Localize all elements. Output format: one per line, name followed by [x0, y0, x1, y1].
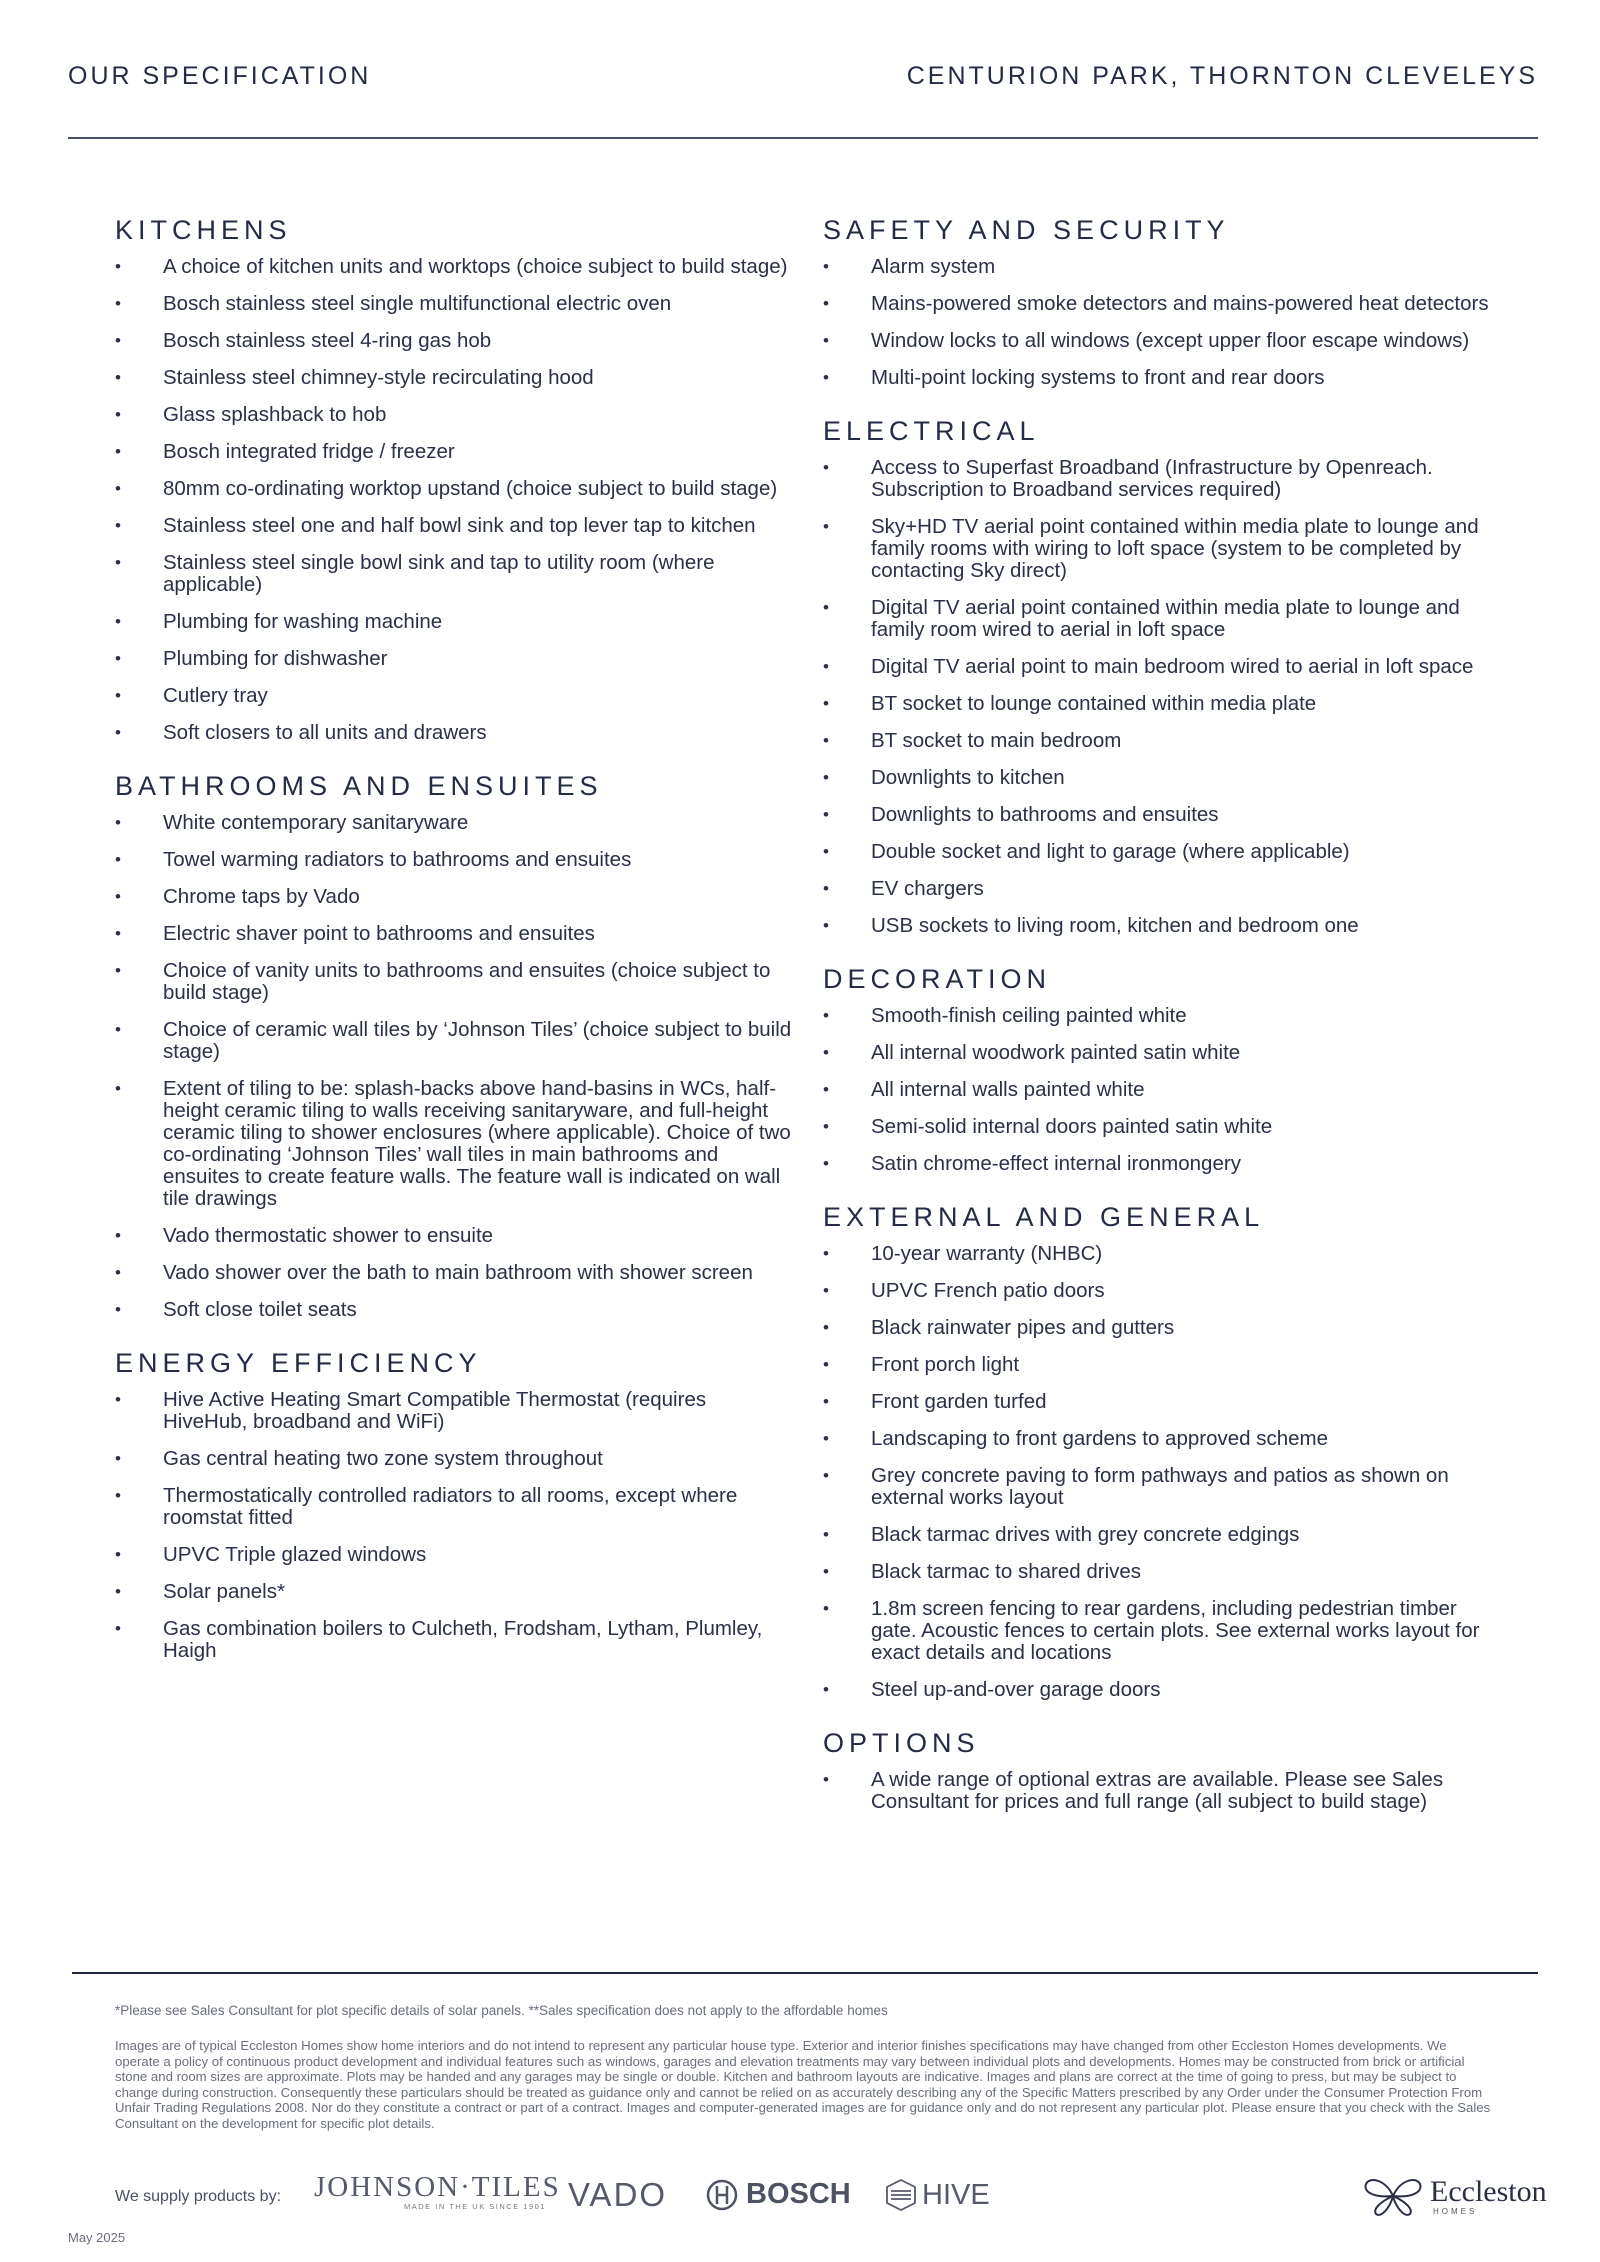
spec-item: • Soft close toilet seats	[115, 1299, 795, 1321]
spec-section	[115, 1348, 795, 1662]
spec-item: • Window locks to all windows (except upper floor escape windows)	[823, 330, 1503, 352]
spec-item: • EV chargers	[823, 878, 1503, 900]
butterfly-icon	[1362, 2174, 1424, 2218]
spec-item: • Semi-solid internal doors painted satin white	[823, 1116, 1503, 1138]
vado-wordmark: VADO	[568, 2176, 668, 2213]
bosch-logo	[706, 2178, 851, 2211]
spec-item: • Steel up-and-over garage doors	[823, 1679, 1503, 1701]
spec-item: • Gas central heating two zone system throughout	[115, 1448, 795, 1470]
spec-item: • BT socket to main bedroom	[823, 730, 1503, 752]
spec-item: • Downlights to kitchen	[823, 767, 1503, 789]
spec-item: • Stainless steel one and half bowl sink and top lever tap to kitchen	[115, 515, 795, 537]
spec-item: • Solar panels*	[115, 1581, 795, 1603]
spec-item: • Soft closers to all units and drawers	[115, 722, 795, 744]
spec-item: • 1.8m screen fencing to rear gardens, including pedestrian timber gate. Acoustic fences to certain plots. See external works layout for exact details and locations	[823, 1598, 1503, 1664]
spec-item: • Downlights to bathrooms and ensuites	[823, 804, 1503, 826]
eccleston-wordmark: Eccleston	[1430, 2174, 1547, 2208]
spec-item: • Mains-powered smoke detectors and mains-powered heat detectors	[823, 293, 1503, 315]
hive-hexagon-icon	[884, 2178, 918, 2212]
spec-section	[115, 215, 795, 744]
spec-item: • 10-year warranty (NHBC)	[823, 1243, 1503, 1265]
footer-divider	[72, 1972, 1538, 1974]
section-heading: EXTERNAL AND GENERAL	[823, 1202, 1265, 1232]
spec-section	[823, 1202, 1503, 1701]
section-heading: DECORATION	[823, 964, 1052, 994]
spec-item: • Choice of ceramic wall tiles by ‘Johnson Tiles’ (choice subject to build stage)	[115, 1019, 795, 1063]
spec-item: • Gas combination boilers to Culcheth, Frodsham, Lytham, Plumley, Haigh	[115, 1618, 795, 1662]
spec-item: • Thermostatically controlled radiators to all rooms, except where roomstat fitted	[115, 1485, 795, 1529]
spec-item: • UPVC Triple glazed windows	[115, 1544, 795, 1566]
spec-item: • Smooth-finish ceiling painted white	[823, 1005, 1503, 1027]
spec-item: • Cutlery tray	[115, 685, 795, 707]
disclaimer: Images are of typical Eccleston Homes show home interiors and do not intend to represent any particular house type. Exterior and interior finishes specifications may have changed from other Eccleston Homes developments. We operate a policy of continuous product development and individual features such as windows, garages and elevation treatments may vary between individual plots and developments. Homes may be constructed from brick or artificial stone and room sizes are approximate. Plots may be handed and any garages may be single or double. Kitchen and bathroom layouts are indicative. Images and plans are correct at the time of going to press, but may be subject to change during construction. Consequently these particulars should be treated as guidance only and cannot be relied on as accurately describing any of the Specific Matters prescribed by any Order under the Consumer Protection From Unfair Trading Regulations 2008. Nor do they constitute a contract or part of a contract. Images and computer-generated images are for guidance only and do not represent any particular plot. Please ensure that you check with the Sales Consultant on the development for specific plot details.	[115, 2038, 1491, 2131]
section-heading: OPTIONS	[823, 1728, 980, 1758]
section-heading: ENERGY EFFICIENCY	[115, 1348, 482, 1378]
spec-section	[823, 416, 1503, 937]
header-divider	[68, 137, 1538, 139]
hive-wordmark: HIVE	[922, 2178, 990, 2211]
eccleston-homes-label: HOMES	[1433, 2206, 1478, 2216]
spec-item: • A wide range of optional extras are available. Please see Sales Consultant for prices and full range (all subject to build stage)	[823, 1769, 1503, 1813]
spec-item: • Front porch light	[823, 1354, 1503, 1376]
spec-item: • All internal woodwork painted satin white	[823, 1042, 1503, 1064]
section-heading: ELECTRICAL	[823, 416, 1040, 446]
spec-item: • Access to Superfast Broadband (Infrastructure by Openreach. Subscription to Broadband services required)	[823, 457, 1503, 501]
spec-item: • Hive Active Heating Smart Compatible Thermostat (requires HiveHub, broadband and WiFi)	[115, 1389, 795, 1433]
spec-item: • UPVC French patio doors	[823, 1280, 1503, 1302]
spec-item: • Extent of tiling to be: splash-backs above hand-basins in WCs, half-height ceramic tiling to walls receiving sanitaryware, and full-height ceramic tiling to shower enclosures (where applicable). Choice of two co-ordinating ‘Johnson Tiles’ wall tiles in main bathrooms and ensuites to create feature walls. The feature wall is indicated on wall tile drawings	[115, 1078, 795, 1210]
spec-section	[823, 964, 1503, 1175]
bosch-wordmark: BOSCH	[746, 2178, 851, 2210]
page-header	[68, 62, 1538, 96]
right-column	[823, 215, 1503, 1840]
spec-item: • Double socket and light to garage (where applicable)	[823, 841, 1503, 863]
spec-item: • Bosch integrated fridge / freezer	[115, 441, 795, 463]
spec-item: • Grey concrete paving to form pathways and patios as shown on external works layout	[823, 1465, 1503, 1509]
spec-item: • All internal walls painted white	[823, 1079, 1503, 1101]
spec-item: • Digital TV aerial point contained within media plate to lounge and family room wired to aerial in loft space	[823, 597, 1503, 641]
supply-label: We supply products by:	[115, 2188, 282, 2205]
spec-item: • Vado thermostatic shower to ensuite	[115, 1225, 795, 1247]
spec-item: • Stainless steel single bowl sink and tap to utility room (where applicable)	[115, 552, 795, 596]
spec-item: • Front garden turfed	[823, 1391, 1503, 1413]
spec-list	[115, 812, 795, 1321]
section-heading: KITCHENS	[115, 215, 292, 245]
spec-list	[823, 1243, 1503, 1701]
spec-section	[823, 215, 1503, 389]
johnson-tiles-logo	[314, 2172, 561, 2211]
spec-item: • Black rainwater pipes and gutters	[823, 1317, 1503, 1339]
spec-list	[115, 1389, 795, 1662]
spec-item: • Alarm system	[823, 256, 1503, 278]
spec-item: • Black tarmac to shared drives	[823, 1561, 1503, 1583]
spec-item: • Bosch stainless steel 4-ring gas hob	[115, 330, 795, 352]
spec-item: • Multi-point locking systems to front and rear doors	[823, 367, 1503, 389]
spec-item: • Electric shaver point to bathrooms and ensuites	[115, 923, 795, 945]
spec-section	[823, 1728, 1503, 1813]
footnote: *Please see Sales Consultant for plot specific details of solar panels. **Sales specification does not apply to the affordable homes	[115, 2003, 888, 2018]
spec-list	[823, 1769, 1503, 1813]
spec-item: • Landscaping to front gardens to approved scheme	[823, 1428, 1503, 1450]
spec-item: • A choice of kitchen units and worktops (choice subject to build stage)	[115, 256, 795, 278]
publication-date: May 2025	[68, 2230, 126, 2245]
section-heading: SAFETY AND SECURITY	[823, 215, 1230, 245]
spec-item: • Bosch stainless steel single multifunctional electric oven	[115, 293, 795, 315]
vado-logo	[568, 2176, 667, 2214]
development-name: CENTURION PARK, THORNTON CLEVELEYS	[906, 62, 1538, 90]
spec-item: • Plumbing for dishwasher	[115, 648, 795, 670]
spec-item: • Towel warming radiators to bathrooms and ensuites	[115, 849, 795, 871]
spec-item: • Glass splashback to hob	[115, 404, 795, 426]
eccleston-homes-logo	[1362, 2174, 1547, 2218]
spec-item: • Vado shower over the bath to main bathroom with shower screen	[115, 1262, 795, 1284]
spec-section	[115, 771, 795, 1321]
left-column	[115, 215, 795, 1689]
spec-list	[823, 256, 1503, 389]
spec-list	[823, 457, 1503, 937]
spec-list	[823, 1005, 1503, 1175]
spec-item: • Sky+HD TV aerial point contained within media plate to lounge and family rooms with wiring to loft space (system to be completed by contacting Sky direct)	[823, 516, 1503, 582]
spec-item: • USB sockets to living room, kitchen and bedroom one	[823, 915, 1503, 937]
johnson-tiles-wordmark: JOHNSON·TILES	[314, 2171, 561, 2203]
spec-item: • 80mm co-ordinating worktop upstand (choice subject to build stage)	[115, 478, 795, 500]
spec-list	[115, 256, 795, 744]
johnson-tiles-tagline: MADE IN THE UK SINCE 1901	[404, 2202, 546, 2211]
section-heading: BATHROOMS AND ENSUITES	[115, 771, 603, 801]
page-title: OUR SPECIFICATION	[68, 62, 372, 90]
spec-item: • Stainless steel chimney-style recirculating hood	[115, 367, 795, 389]
spec-item: • Plumbing for washing machine	[115, 611, 795, 633]
spec-item: • Chrome taps by Vado	[115, 886, 795, 908]
spec-item: • Satin chrome-effect internal ironmongery	[823, 1153, 1503, 1175]
spec-item: • Black tarmac drives with grey concrete edgings	[823, 1524, 1503, 1546]
hive-logo	[884, 2178, 990, 2212]
spec-item: • BT socket to lounge contained within media plate	[823, 693, 1503, 715]
spec-item: • Digital TV aerial point to main bedroom wired to aerial in loft space	[823, 656, 1503, 678]
spec-item: • White contemporary sanitaryware	[115, 812, 795, 834]
bosch-armature-icon	[706, 2179, 738, 2211]
spec-item: • Choice of vanity units to bathrooms and ensuites (choice subject to build stage)	[115, 960, 795, 1004]
